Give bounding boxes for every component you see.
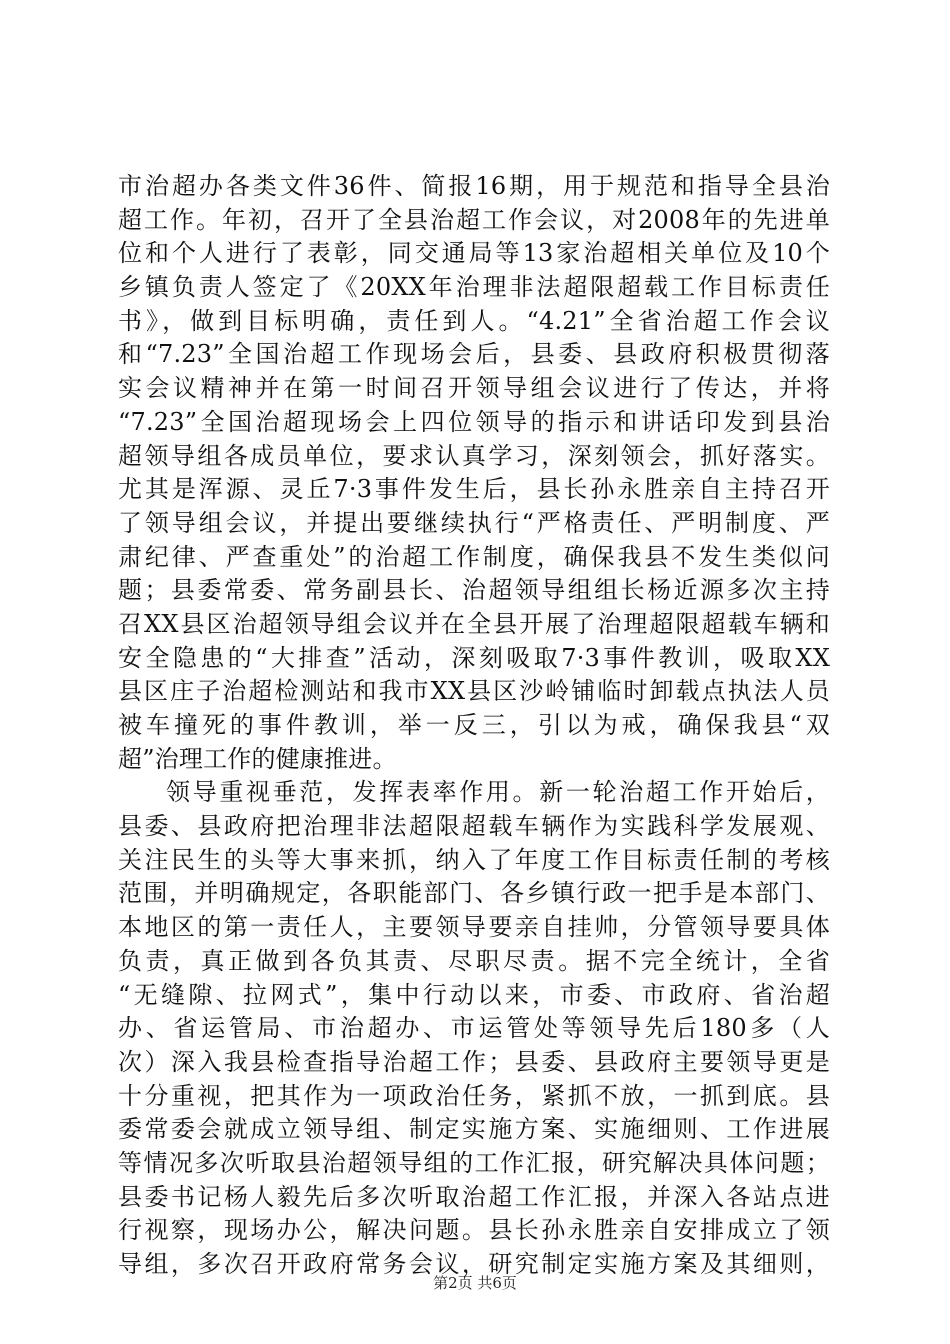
text-line: 县委书记杨人毅先后多次听取治超工作汇报，并深入各站点进 — [118, 1182, 830, 1211]
text-line: 乡镇负责人签定了《20XX年治理非法超限超载工作目标责任 — [118, 273, 830, 302]
text-line: 等情况多次听取县治超领导组的工作汇报，研究解决具体问题； — [118, 1148, 830, 1177]
text-line: 本地区的第一责任人，主要领导要亲自挂帅，分管领导要具体 — [118, 913, 830, 942]
text-line: 肃纪律、严查重处”的治超工作制度，确保我县不发生类似问 — [118, 542, 830, 571]
text-line: 位和个人进行了表彰，同交通局等13家治超相关单位及10个 — [118, 239, 830, 268]
text-line: 安全隐患的“大排查”活动，深刻吸取7·3事件教训，吸取XX — [118, 643, 830, 672]
text-line: 十分重视，把其作为一项政治任务，紧抓不放，一抓到底。县 — [118, 1081, 830, 1110]
paragraph-end-line: 超”治理工作的健康推进。 — [118, 744, 397, 773]
text-line: 委常委会就成立领导组、制定实施方案、实施细则、工作进展 — [118, 1115, 830, 1144]
text-line: 次）深入我县检查指导治超工作；县委、县政府主要领导更是 — [118, 1047, 830, 1076]
paragraph-start-line: 领导重视垂范，发挥表率作用。新一轮治超工作开始后， — [166, 778, 830, 807]
text-line: 超领导组各成员单位，要求认真学习，深刻领会，抓好落实。 — [118, 441, 830, 470]
text-line: 行视察，现场办公，解决问题。县长孙永胜亲自安排成立了领 — [118, 1216, 830, 1245]
text-line: “7.23”全国治超现场会上四位领导的指示和讲话印发到县治 — [118, 407, 830, 436]
text-line: 书》，做到目标明确，责任到人。“4.21”全省治超工作会议 — [118, 306, 830, 335]
text-line: 尤其是浑源、灵丘7·3事件发生后，县长孙永胜亲自主持召开 — [118, 475, 830, 504]
text-line: 了领导组会议，并提出要继续执行“严格责任、严明制度、严 — [118, 508, 830, 537]
text-line: 市治超办各类文件36件、简报16期，用于规范和指导全县治 — [118, 172, 830, 200]
text-line: 被车撞死的事件教训，举一反三，引以为戒，确保我县“双 — [118, 711, 830, 739]
text-line: 办、省运管局、市治超办、市运管处等领导先后180多（人 — [118, 1014, 830, 1043]
text-line: 关注民生的头等大事来抓，纳入了年度工作目标责任制的考核 — [118, 845, 830, 874]
page-number-footer: 第2页 共6页 — [433, 1274, 517, 1292]
text-line: 召XX县区治超领导组会议并在全县开展了治理超限超载车辆和 — [118, 609, 830, 638]
text-line: 超工作。年初，召开了全县治超工作会议，对2008年的先进单 — [118, 205, 830, 234]
text-line: 县委、县政府把治理非法超限超载车辆作为实践科学发展观、 — [118, 812, 830, 841]
text-line: 和“7.23”全国治超工作现场会后，县委、县政府积极贯彻落 — [118, 340, 830, 369]
text-line: 实会议精神并在第一时间召开领导组会议进行了传达，并将 — [118, 374, 830, 403]
text-line: “无缝隙、拉网式”，集中行动以来，市委、市政府、省治超 — [118, 980, 830, 1009]
document-body — [118, 170, 830, 1282]
text-line: 县区庄子治超检测站和我市XX县区沙岭铺临时卸载点执法人员 — [118, 677, 830, 706]
text-line: 范围，并明确规定，各职能部门、各乡镇行政一把手是本部门、 — [118, 879, 830, 908]
text-line: 负责，真正做到各负其责、尽职尽责。据不完全统计，全省 — [118, 946, 830, 975]
text-line: 导组，多次召开政府常务会议，研究制定实施方案及其细则， — [118, 1250, 830, 1278]
text-line: 题；县委常委、常务副县长、治超领导组组长杨近源多次主持 — [118, 576, 830, 605]
